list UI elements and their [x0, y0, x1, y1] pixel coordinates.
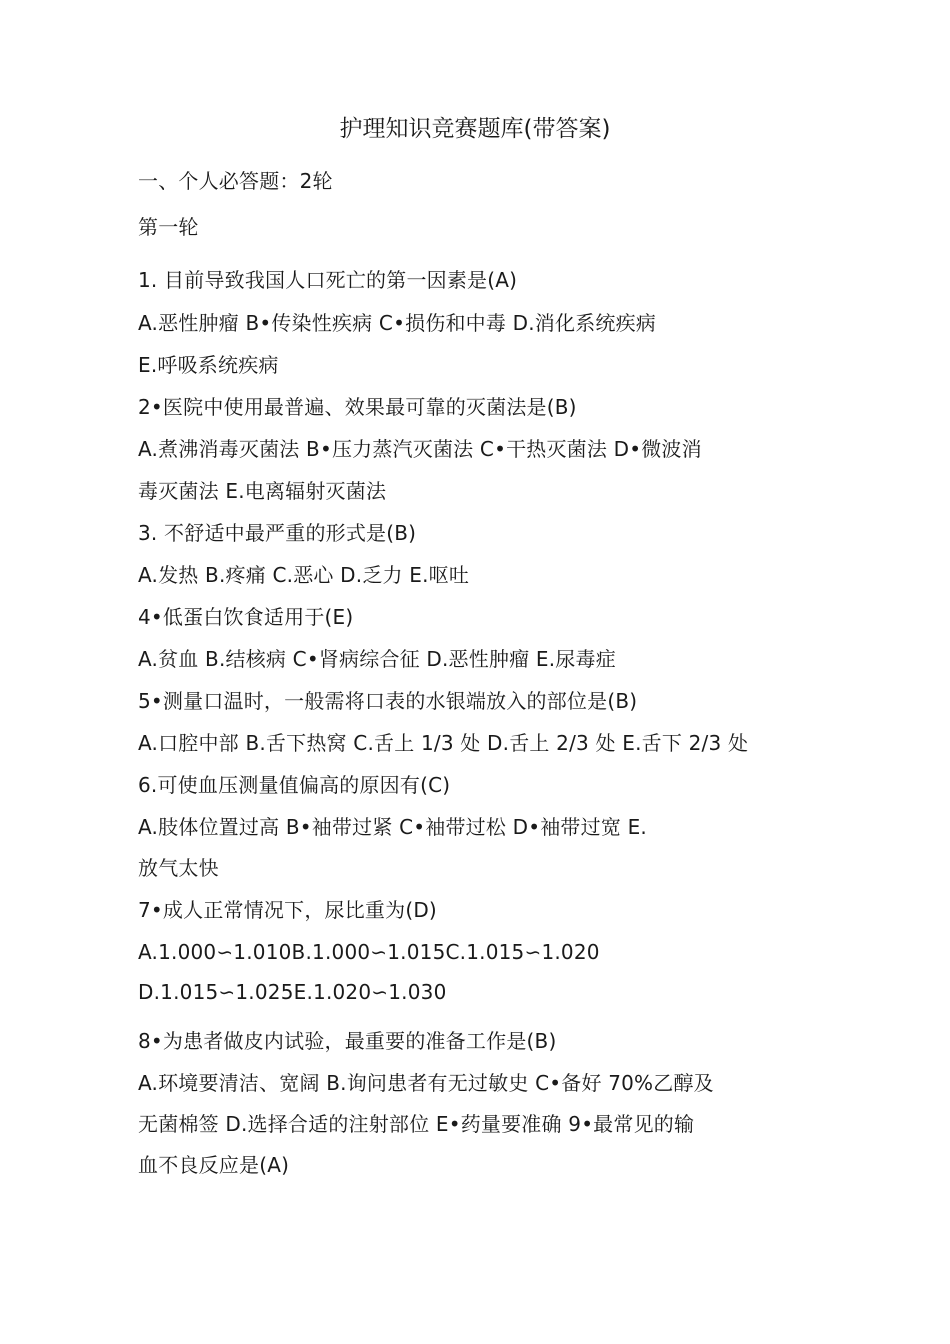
question-8: 8•为患者做皮内试验，最重要的准备工作是(B) [138, 1029, 557, 1053]
question-5: 5•测量口温时，一般需将口表的水银端放入的部位是(B) [138, 689, 638, 713]
question-6: 6.可使血压测量值偏高的原因有(C) [138, 773, 451, 797]
question-8-options-cont: 无菌棉签 D.选择合适的注射部位 E•药量要准确 9•最常见的输 [138, 1112, 695, 1136]
question-6-options: A.肢体位置过高 B•袖带过紧 C•袖带过松 D•袖带过宽 E. [138, 815, 647, 839]
question-4-options: A.贫血 B.结核病 C•肾病综合征 D.恶性肿瘤 E.尿毒症 [138, 647, 616, 671]
question-7: 7•成人正常情况下，尿比重为(D) [138, 898, 437, 922]
question-6-options-cont: 放气太快 [138, 856, 219, 880]
section-heading: 一、个人必答题：2轮 [138, 169, 333, 193]
question-3-options: A.发热 B.疼痛 C.恶心 D.乏力 E.呕吐 [138, 563, 470, 587]
round-heading: 第一轮 [138, 215, 199, 239]
question-9: 血不良反应是(A) [138, 1153, 290, 1177]
question-7-options-cont: D.1.015∽1.025E.1.020∽1.030 [138, 980, 447, 1004]
question-8-options: A.环境要清洁、宽阔 B.询问患者有无过敏史 C•备好 70%乙醇及 [138, 1071, 714, 1095]
question-7-options: A.1.000∽1.010B.1.000∽1.015C.1.015∽1.020 [138, 940, 600, 964]
question-2-options-cont: 毒灭菌法 E.电离辐射灭菌法 [138, 479, 387, 503]
question-2-options: A.煮沸消毒灭菌法 B•压力蒸汽灭菌法 C•干热灭菌法 D•微波消 [138, 437, 702, 461]
question-5-options: A.口腔中部 B.舌下热窝 C.舌上 1/3 处 D.舌上 2/3 处 E.舌下 2/3 处 [138, 731, 749, 755]
document-title: 护理知识竞赛题库(带答案) [339, 116, 611, 142]
question-2: 2•医院中使用最普遍、效果最可靠的灭菌法是(B) [138, 395, 577, 419]
question-1: 1. 目前导致我国人口死亡的第一因素是(A) [138, 268, 518, 292]
question-1-options-cont: E.呼吸系统疾病 [138, 353, 279, 377]
question-3: 3. 不舒适中最严重的形式是(B) [138, 521, 417, 545]
question-1-options: A.恶性肿瘤 B•传染性疾病 C•损伤和中毒 D.消化系统疾病 [138, 311, 656, 335]
question-4: 4•低蛋白饮食适用于(E) [138, 605, 354, 629]
